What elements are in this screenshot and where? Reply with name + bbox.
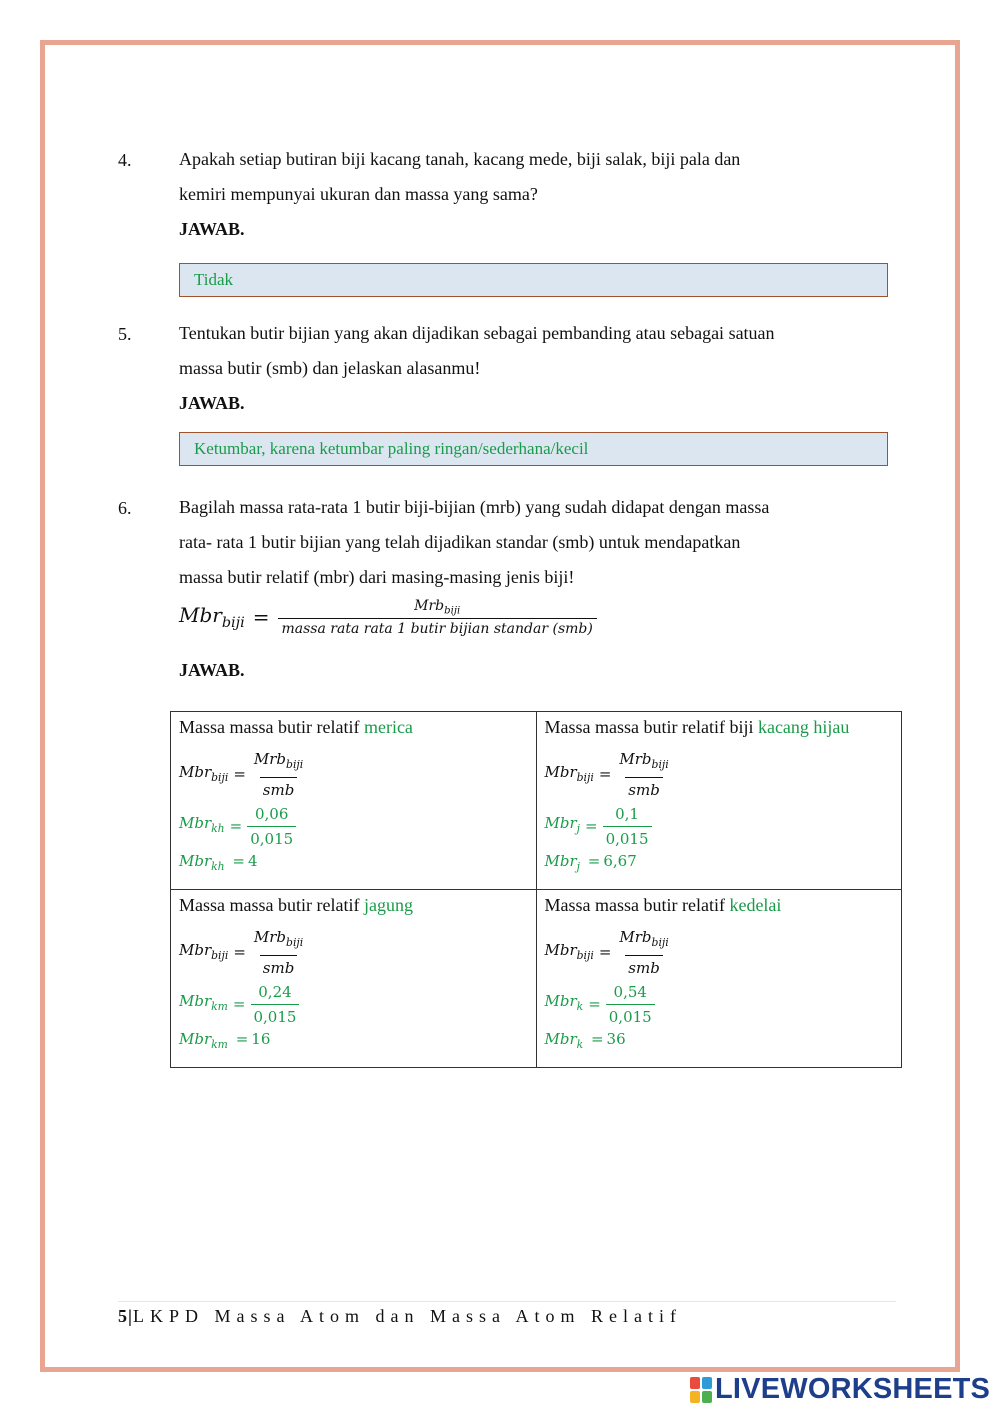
footer-title: LKPD Massa Atom dan Massa Atom Relatif: [132, 1306, 682, 1326]
result-equation: Mbr$_j$ = 6,67: [544, 851, 637, 873]
table-row: [171, 890, 902, 1068]
brand-name: LIVEWORKSHEETS: [715, 1373, 991, 1405]
result-equation: Mbr$_{kh}$ = 4: [179, 851, 258, 873]
question-5-line-1: Tentukan butir bijian yang akan dijadikan sebagai pembanding atau sebagai satuan: [179, 323, 775, 343]
question-5-jawab-label: JAWAB.: [179, 393, 245, 413]
formula-denominator: massa rata rata 1 butir bijian standar (smb): [278, 618, 597, 637]
question-4-text: [179, 142, 740, 212]
substitution-equation: Mbr$_k$ = $\frac{0,54}{0,015}$: [545, 981, 894, 1028]
cell-kedelai: [536, 890, 902, 1068]
formula-numerator: Mrb$_{biji}$: [414, 598, 461, 617]
footer-separator: |: [128, 1306, 133, 1326]
question-4-jawab-label: JAWAB.: [179, 219, 245, 239]
question-6-line-1: Bagilah massa rata-rata 1 butir biji-bijian (mrb) yang sudah didapat dengan massa: [179, 497, 770, 517]
result-equation: Mbr$_k$ = 36: [544, 1029, 626, 1051]
page-footer: [118, 1306, 682, 1327]
substitution-equation: Mbr$_{kh}$ = $\frac{0,06}{0,015}$: [179, 803, 528, 850]
question-5-line-2: massa butir (smb) dan jelaskan alasanmu!: [179, 358, 481, 378]
cell-title: Massa massa butir relatif biji kacang hijau: [544, 717, 850, 737]
formula-fraction: [278, 598, 597, 637]
question-6-number: 6.: [118, 498, 132, 518]
cell-title: Massa massa butir relatif jagung: [179, 895, 413, 915]
question-4-line-1: Apakah setiap butiran biji kacang tanah, kacang mede, biji salak, biji pala dan: [179, 149, 741, 169]
question-4-line-2: kemiri mempunyai ukuran dan massa yang sama?: [179, 184, 538, 204]
question-4-answer-input[interactable]: [180, 264, 887, 296]
question-4-answer-box[interactable]: [179, 263, 888, 297]
liveworksheets-icon: [690, 1377, 712, 1403]
page-number: 5: [118, 1306, 128, 1326]
general-equation: Mbr$_{biji}$ = $\frac{Mrb_{biji}}{\text{smb}}$: [544, 928, 669, 977]
formula-equals: =: [252, 605, 270, 630]
question-6-jawab-label: JAWAB.: [179, 660, 245, 680]
result-equation: Mbr$_{km}$ = 16: [179, 1029, 271, 1051]
answer-table: [170, 711, 902, 1068]
question-6-line-2: rata- rata 1 butir bijian yang telah dijadikan standar (smb) untuk mendapatkan: [179, 532, 741, 552]
question-6-line-3: massa butir relatif (mbr) dari masing-masing jenis biji!: [179, 567, 575, 587]
general-equation: Mbr$_{biji}$ = $\frac{Mrb_{biji}}{\text{smb}}$: [179, 750, 304, 799]
table-row: [171, 712, 902, 890]
question-6-text: [179, 490, 769, 595]
cell-title: Massa massa butir relatif kedelai: [544, 895, 782, 915]
main-formula: [179, 598, 597, 637]
general-equation: Mbr$_{biji}$ = $\frac{Mrb_{biji}}{\text{smb}}$: [179, 928, 304, 977]
question-5-number: 5.: [118, 324, 132, 344]
cell-jagung: [171, 890, 537, 1068]
formula-lhs: Mbr$_{biji}$: [179, 603, 245, 632]
substitution-equation: Mbr$_j$ = $\frac{0,1}{0,015}$: [545, 803, 894, 850]
question-5-answer-input[interactable]: [180, 433, 887, 465]
page-frame: [40, 40, 960, 1372]
question-4-number: 4.: [118, 150, 132, 170]
question-5-answer-box[interactable]: [179, 432, 888, 466]
question-5-text: [179, 316, 775, 386]
liveworksheets-logo[interactable]: [690, 1373, 990, 1406]
cell-merica: [171, 712, 537, 890]
general-equation: Mbr$_{biji}$ = $\frac{Mrb_{biji}}{\text{smb}}$: [544, 750, 669, 799]
footer-divider: [118, 1301, 896, 1302]
substitution-equation: Mbr$_{km}$ = $\frac{0,24}{0,015}$: [179, 981, 528, 1028]
cell-kacang-hijau: [536, 712, 902, 890]
cell-title: Massa massa butir relatif merica: [179, 717, 413, 737]
